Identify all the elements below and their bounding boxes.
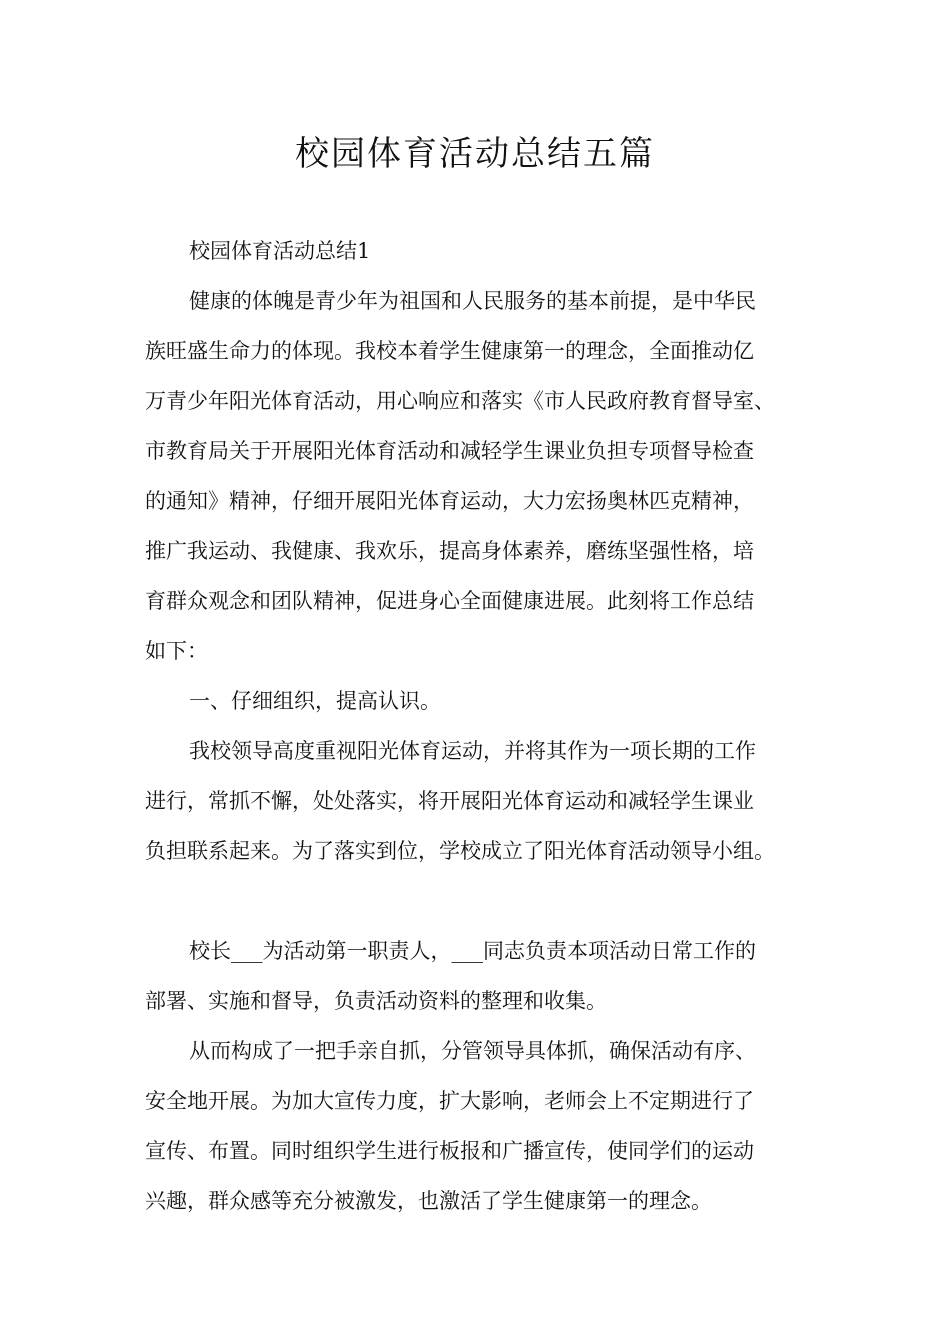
text-line: 如下：	[145, 639, 208, 663]
text-line: 族旺盛生命力的体现。我校本着学生健康第一的理念，全面推动亿	[145, 339, 754, 363]
text-line: 的通知》精神，仔细开展阳光体育运动，大力宏扬奥林匹克精神，	[145, 489, 754, 513]
blank-line	[145, 876, 810, 926]
text-line: 推广我运动、我健康、我欢乐，提高身体素养，磨练坚强性格，培	[145, 539, 754, 563]
text-line: 我校领导高度重视阳光体育运动，并将其作为一项长期的工作	[189, 739, 756, 763]
text-line: 校长___为活动第一职责人，___同志负责本项活动日常工作的	[189, 939, 756, 963]
text-line: 万青少年阳光体育活动，用心响应和落实《市人民政府教育督导室、	[145, 389, 775, 413]
text-line: 从而构成了一把手亲自抓，分管领导具体抓，确保活动有序、	[189, 1039, 756, 1063]
text-line: 进行，常抓不懈，处处落实，将开展阳光体育运动和减轻学生课业	[145, 789, 754, 813]
text-line: 兴趣，群众感等充分被激发，也激活了学生健康第一的理念。	[145, 1189, 712, 1213]
text-line: 负担联系起来。为了落实到位，学校成立了阳光体育活动领导小组。	[145, 839, 775, 863]
text-line: 宣传、布置。同时组织学生进行板报和广播宣传，使同学们的运动	[145, 1139, 754, 1163]
text-line: 一、仔细组织，提高认识。	[189, 689, 441, 713]
text-line: 安全地开展。为加大宣传力度，扩大影响，老师会上不定期进行了	[145, 1089, 754, 1113]
text-line: 市教育局关于开展阳光体育活动和减轻学生课业负担专项督导检查	[145, 439, 754, 463]
document-title: 校园体育活动总结五篇	[295, 134, 655, 174]
text-line: 部署、实施和督导，负责活动资料的整理和收集。	[145, 989, 607, 1013]
text-line: 育群众观念和团队精神，促进身心全面健康进展。此刻将工作总结	[145, 589, 754, 613]
text-line: 健康的体魄是青少年为祖国和人民服务的基本前提，是中华民	[189, 289, 756, 313]
text-line: 校园体育活动总结1	[189, 239, 371, 263]
document-body	[145, 226, 810, 1226]
